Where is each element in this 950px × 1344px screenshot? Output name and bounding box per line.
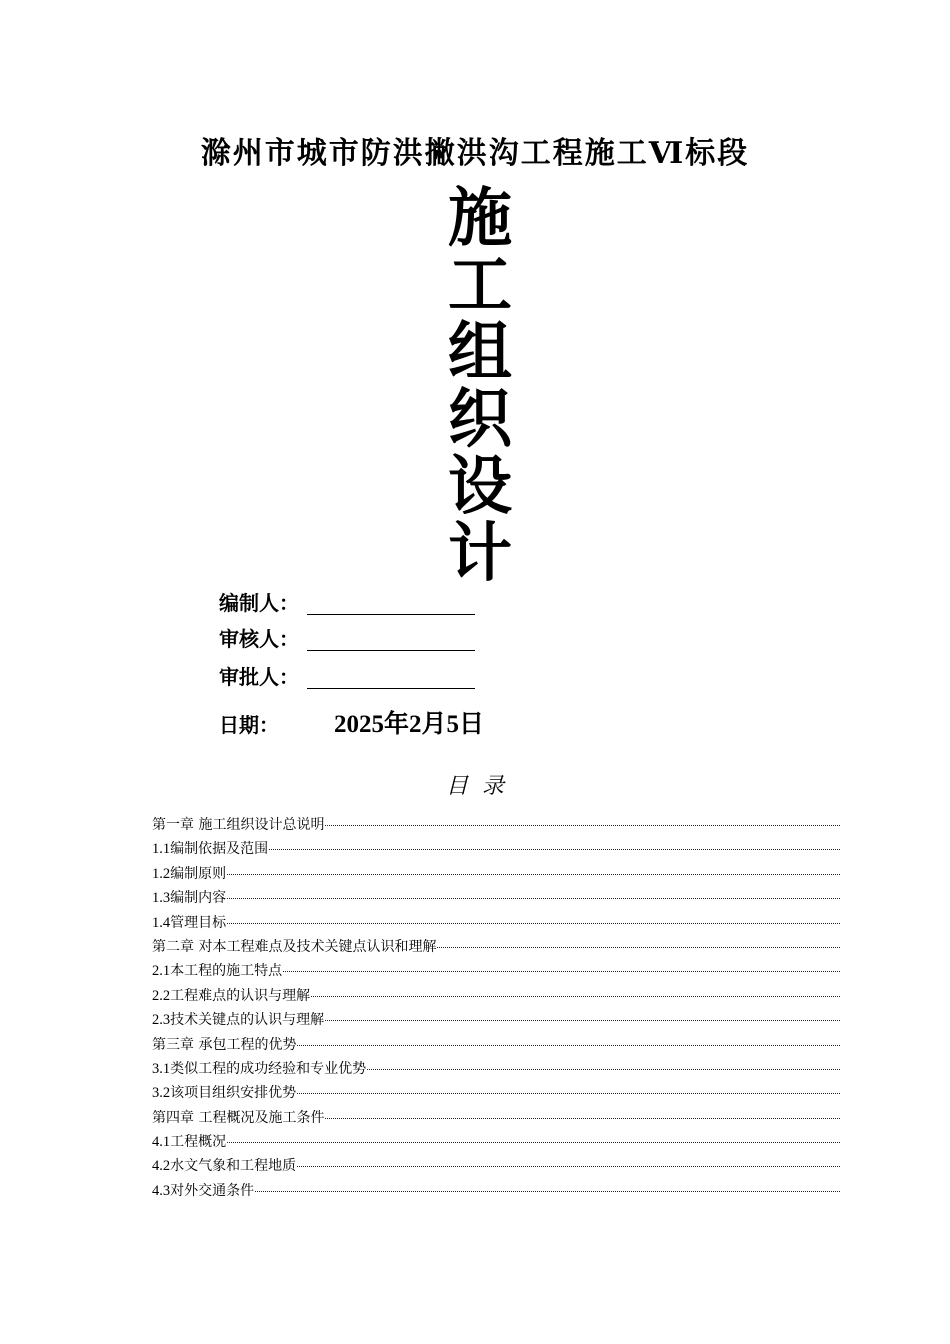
document-title-char: 组 <box>448 316 512 390</box>
toc-item-text: 第一章 施工组织设计总说明 <box>152 817 325 833</box>
toc-item-text: 第四章 工程概况及施工条件 <box>152 1109 325 1126</box>
toc-item-text: 水文气象和工程地质 <box>170 1158 297 1175</box>
toc-dot-leader <box>227 874 840 875</box>
document-title <box>430 182 530 591</box>
toc-item[interactable] <box>152 813 840 837</box>
toc-item-number: 4.2 <box>152 1158 171 1175</box>
toc-item-text: 编制原则 <box>170 865 227 882</box>
toc-dot-leader <box>325 1020 840 1021</box>
toc-item[interactable] <box>152 886 840 910</box>
toc-item-number: 1.3 <box>152 890 171 907</box>
toc-dot-leader <box>297 1166 840 1167</box>
toc-item[interactable] <box>152 837 840 861</box>
document-title-char: 施 <box>448 182 512 256</box>
document-title-char: 工 <box>448 249 512 323</box>
document-title-char: 计 <box>448 517 512 591</box>
toc-dot-leader <box>367 1069 840 1070</box>
signature-reviewer <box>219 624 299 654</box>
toc-item-number: 3.2 <box>152 1085 171 1102</box>
project-title: 滁州市城市防洪撇洪沟工程施工Ⅵ标段 <box>200 136 750 171</box>
toc-item[interactable] <box>152 1179 840 1203</box>
toc-heading: 目 录 <box>446 774 504 799</box>
toc-item-text: 编制依据及范围 <box>170 841 269 858</box>
toc-dot-leader <box>325 825 840 826</box>
toc-item-number: 4.3 <box>152 1182 171 1199</box>
signature-blank-line <box>307 614 475 615</box>
toc-dot-leader <box>325 1118 840 1119</box>
signature-label: 审批人： <box>219 665 299 689</box>
date-label: 日期： <box>219 713 279 737</box>
toc-item-number: 4.1 <box>152 1134 171 1151</box>
toc-item-text: 编制内容 <box>170 890 227 907</box>
signature-blank-line <box>307 688 475 689</box>
toc-dot-leader <box>311 996 840 997</box>
toc-item-number: 2.3 <box>152 1012 171 1029</box>
toc-item[interactable] <box>152 935 840 959</box>
signature-approver <box>219 662 299 692</box>
toc-item[interactable] <box>152 911 840 935</box>
toc-dot-leader <box>283 971 840 972</box>
toc-dot-leader <box>255 1191 840 1192</box>
toc-item-number: 1.1 <box>152 841 171 858</box>
date-value: 2025年2月5日 <box>334 711 485 738</box>
toc-dot-leader <box>297 1093 840 1094</box>
toc-dot-leader <box>269 849 840 850</box>
toc-item-number: 1.4 <box>152 914 171 931</box>
toc-item-text: 工程难点的认识与理解 <box>170 987 311 1004</box>
toc-item-text: 第二章 对本工程难点及技术关键点认识和理解 <box>152 938 437 955</box>
toc-item-text: 第三章 承包工程的优势 <box>152 1036 297 1053</box>
toc-item-text: 该项目组织安排优势 <box>170 1085 297 1102</box>
toc-item[interactable] <box>152 1008 840 1032</box>
toc-item[interactable] <box>152 1154 840 1178</box>
toc-item-text: 对外交通条件 <box>170 1182 255 1199</box>
toc-item-text: 工程概况 <box>170 1134 227 1151</box>
toc-item-number: 1.2 <box>152 865 171 882</box>
signature-label: 审核人： <box>219 627 299 651</box>
toc-item-text: 本工程的施工特点 <box>170 963 283 980</box>
table-of-contents <box>152 813 840 1203</box>
toc-item-text: 管理目标 <box>170 914 227 931</box>
toc-item[interactable] <box>152 984 840 1008</box>
toc-item-number: 3.1 <box>152 1060 171 1077</box>
signature-blank-line <box>307 650 475 651</box>
toc-dot-leader <box>437 947 840 948</box>
toc-dot-leader <box>227 923 840 924</box>
toc-item-number: 2.1 <box>152 963 171 980</box>
toc-item[interactable] <box>152 1057 840 1081</box>
toc-dot-leader <box>227 1142 840 1143</box>
toc-item[interactable] <box>152 1106 840 1130</box>
toc-item[interactable] <box>152 1130 840 1154</box>
document-title-char: 设 <box>448 450 512 524</box>
toc-item[interactable] <box>152 1033 840 1057</box>
toc-item-number: 2.2 <box>152 987 171 1004</box>
signature-compiler <box>219 588 299 618</box>
toc-dot-leader <box>227 898 840 899</box>
toc-item[interactable] <box>152 862 840 886</box>
toc-item[interactable] <box>152 1081 840 1105</box>
toc-item[interactable] <box>152 959 840 983</box>
document-title-char: 织 <box>448 383 512 457</box>
signature-label: 编制人： <box>219 591 299 615</box>
toc-dot-leader <box>297 1045 840 1046</box>
toc-item-text: 技术关键点的认识与理解 <box>170 1012 325 1029</box>
toc-item-text: 类似工程的成功经验和专业优势 <box>170 1060 367 1077</box>
